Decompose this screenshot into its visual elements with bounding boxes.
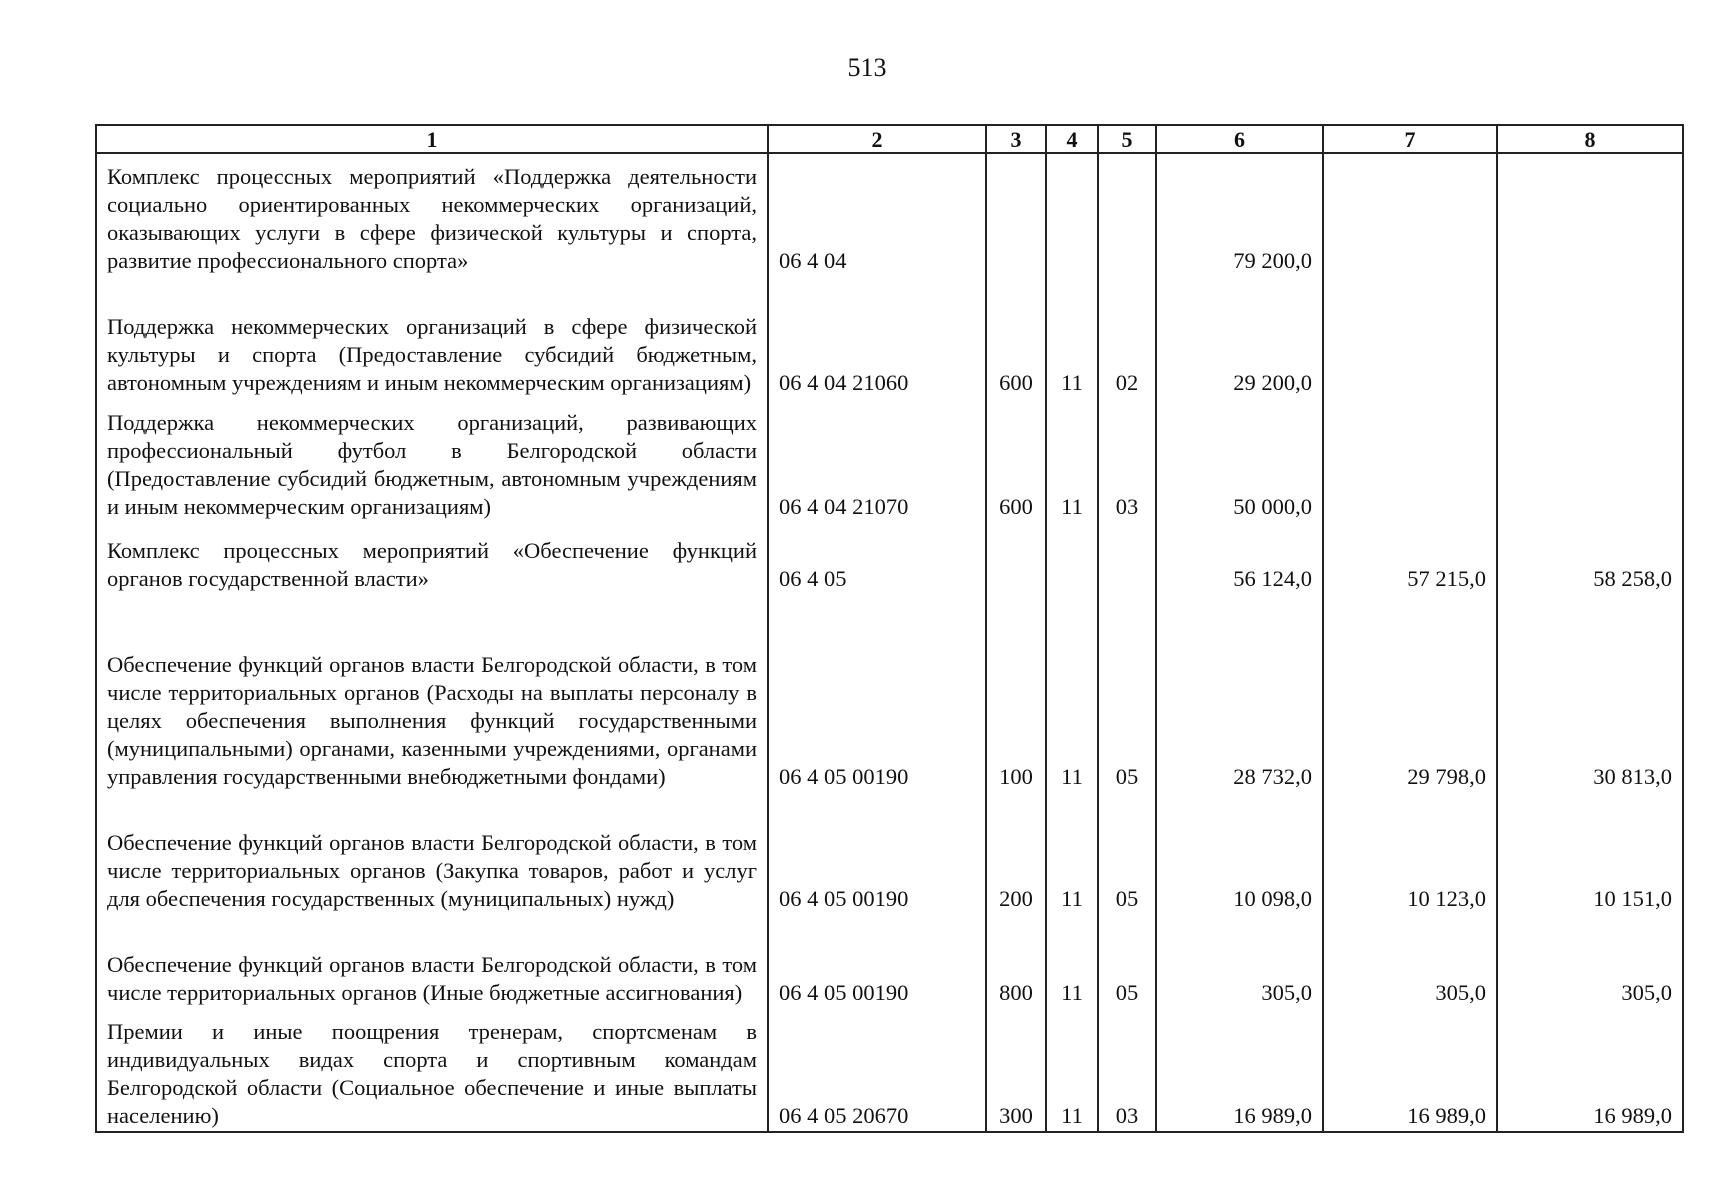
row-code: 06 4 05 bbox=[768, 522, 986, 594]
column-header: 4 bbox=[1046, 125, 1098, 153]
column-header: 7 bbox=[1323, 125, 1497, 153]
row-col4 bbox=[1046, 153, 1098, 276]
row-value-6: 305,0 bbox=[1156, 914, 1323, 1008]
row-value-8: 16 989,0 bbox=[1497, 1008, 1683, 1132]
row-code: 06 4 05 00190 bbox=[768, 594, 986, 792]
table-row bbox=[96, 1008, 1683, 1132]
column-header: 8 bbox=[1497, 125, 1683, 153]
row-value-7: 57 215,0 bbox=[1323, 522, 1497, 594]
table-row bbox=[96, 276, 1683, 398]
row-name: Обеспечение функций органов власти Белгородской области, в том числе территориальных органов (Иные бюджетные ассигнования) bbox=[96, 914, 768, 1008]
row-value-7: 16 989,0 bbox=[1323, 1008, 1497, 1132]
row-value-8: 10 151,0 bbox=[1497, 792, 1683, 914]
row-value-7 bbox=[1323, 153, 1497, 276]
row-col5: 05 bbox=[1098, 594, 1156, 792]
row-value-6: 10 098,0 bbox=[1156, 792, 1323, 914]
budget-table bbox=[95, 124, 1684, 1133]
row-code: 06 4 04 21070 bbox=[768, 398, 986, 522]
row-code: 06 4 05 20670 bbox=[768, 1008, 986, 1132]
column-header: 3 bbox=[986, 125, 1046, 153]
row-value-6: 29 200,0 bbox=[1156, 276, 1323, 398]
row-value-7: 305,0 bbox=[1323, 914, 1497, 1008]
row-name: Обеспечение функций органов власти Белгородской области, в том числе территориальных органов (Расходы на выплаты персоналу в целях обеспечения выполнения функций государственными (муниципальными) органами, казенными учреждениями, органами управления государственными внебюджетными фондами) bbox=[96, 594, 768, 792]
row-name: Обеспечение функций органов власти Белгородской области, в том числе территориальных органов (Закупка товаров, работ и услуг для обеспечения государственных (муниципальных) нужд) bbox=[96, 792, 768, 914]
table-row bbox=[96, 522, 1683, 594]
row-col3: 800 bbox=[986, 914, 1046, 1008]
row-name: Комплекс процессных мероприятий «Поддержка деятельности социально ориентированных некоммерческих организаций, оказывающих услуги в сфере физической культуры и спорта, развитие профессионального спорта» bbox=[96, 153, 768, 276]
row-col4: 11 bbox=[1046, 398, 1098, 522]
row-col5: 02 bbox=[1098, 276, 1156, 398]
row-col3: 100 bbox=[986, 594, 1046, 792]
row-value-6: 50 000,0 bbox=[1156, 398, 1323, 522]
row-col5 bbox=[1098, 522, 1156, 594]
row-name: Премии и иные поощрения тренерам, спортсменам в индивидуальных видах спорта и спортивным командам Белгородской области (Социальное обеспечение и иные выплаты населению) bbox=[96, 1008, 768, 1132]
row-code: 06 4 05 00190 bbox=[768, 792, 986, 914]
row-value-6: 28 732,0 bbox=[1156, 594, 1323, 792]
row-col5: 03 bbox=[1098, 1008, 1156, 1132]
row-value-8: 58 258,0 bbox=[1497, 522, 1683, 594]
table-row bbox=[96, 792, 1683, 914]
row-col3 bbox=[986, 522, 1046, 594]
row-col4: 11 bbox=[1046, 1008, 1098, 1132]
row-col4: 11 bbox=[1046, 914, 1098, 1008]
column-header: 2 bbox=[768, 125, 986, 153]
row-code: 06 4 05 00190 bbox=[768, 914, 986, 1008]
table-row bbox=[96, 398, 1683, 522]
table-row bbox=[96, 153, 1683, 276]
row-col5: 05 bbox=[1098, 792, 1156, 914]
row-col3: 600 bbox=[986, 276, 1046, 398]
row-value-6: 79 200,0 bbox=[1156, 153, 1323, 276]
row-value-8 bbox=[1497, 398, 1683, 522]
row-col3: 600 bbox=[986, 398, 1046, 522]
table-header-row bbox=[96, 125, 1683, 153]
row-col5: 03 bbox=[1098, 398, 1156, 522]
row-value-8 bbox=[1497, 276, 1683, 398]
table-row bbox=[96, 914, 1683, 1008]
row-value-8: 30 813,0 bbox=[1497, 594, 1683, 792]
column-header: 5 bbox=[1098, 125, 1156, 153]
row-value-8 bbox=[1497, 153, 1683, 276]
row-name: Поддержка некоммерческих организаций, развивающих профессиональный футбол в Белгородской области (Предоставление субсидий бюджетным, автономным учреждениям и иным некоммерческим организациям) bbox=[96, 398, 768, 522]
row-col5: 05 bbox=[1098, 914, 1156, 1008]
column-header: 6 bbox=[1156, 125, 1323, 153]
row-col3: 200 bbox=[986, 792, 1046, 914]
column-header: 1 bbox=[96, 125, 768, 153]
row-col4: 11 bbox=[1046, 594, 1098, 792]
row-col3: 300 bbox=[986, 1008, 1046, 1132]
row-col5 bbox=[1098, 153, 1156, 276]
row-value-6: 56 124,0 bbox=[1156, 522, 1323, 594]
row-col4: 11 bbox=[1046, 276, 1098, 398]
row-col4: 11 bbox=[1046, 792, 1098, 914]
row-value-7: 10 123,0 bbox=[1323, 792, 1497, 914]
row-value-7: 29 798,0 bbox=[1323, 594, 1497, 792]
row-value-6: 16 989,0 bbox=[1156, 1008, 1323, 1132]
row-col3 bbox=[986, 153, 1046, 276]
table-row bbox=[96, 594, 1683, 792]
row-value-7 bbox=[1323, 276, 1497, 398]
row-col4 bbox=[1046, 522, 1098, 594]
row-code: 06 4 04 bbox=[768, 153, 986, 276]
row-value-8: 305,0 bbox=[1497, 914, 1683, 1008]
page-number: 513 bbox=[847, 53, 887, 82]
row-name: Поддержка некоммерческих организаций в сфере физической культуры и спорта (Предоставление субсидий бюджетным, автономным учреждениям и иным некоммерческим организациям) bbox=[96, 276, 768, 398]
row-code: 06 4 04 21060 bbox=[768, 276, 986, 398]
row-value-7 bbox=[1323, 398, 1497, 522]
row-name: Комплекс процессных мероприятий «Обеспечение функций органов государственной власти» bbox=[96, 522, 768, 594]
